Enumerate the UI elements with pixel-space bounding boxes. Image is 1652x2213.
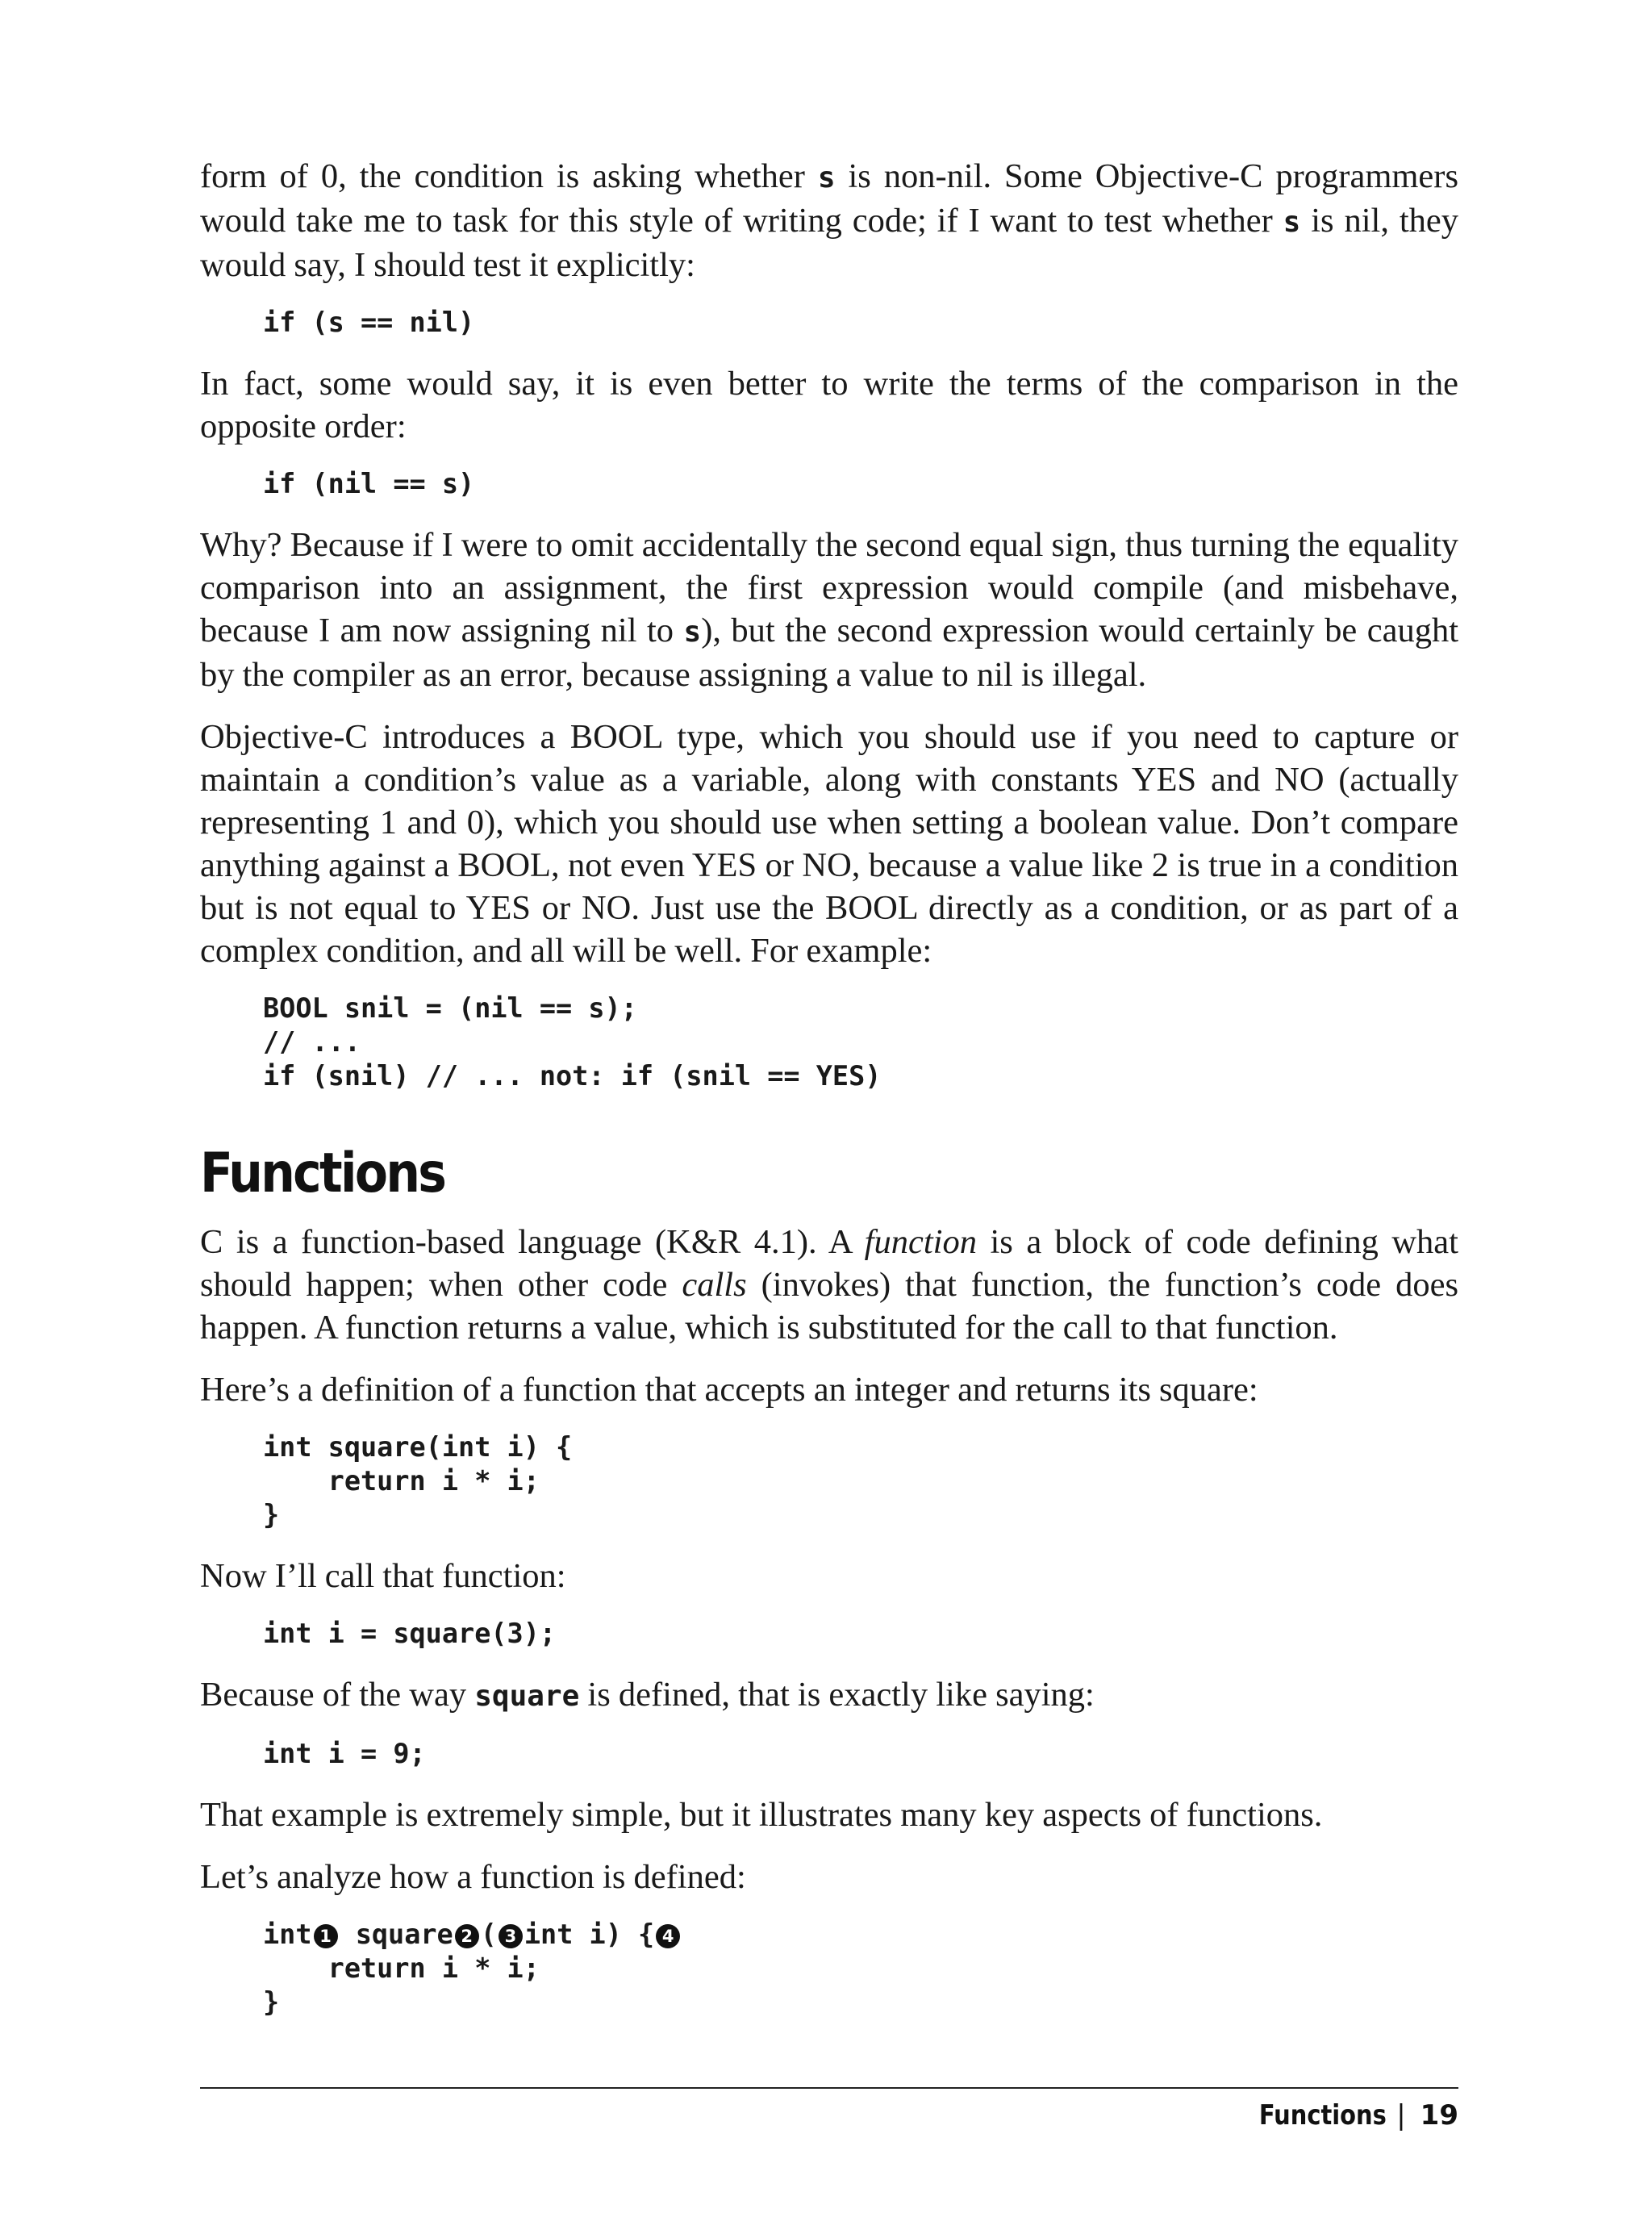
- code-block-nil-test: if (s == nil): [263, 307, 475, 338]
- code-block-annotated-definition: int 1 square 2 ( 3 int i) { 4 return i * i; }: [263, 1918, 1458, 2019]
- code-block-square-call: int i = square(3);: [263, 1618, 557, 1649]
- paragraph-9: That example is extremely simple, but it illustrates many key aspects of functions.: [200, 1796, 1323, 1834]
- footer-section-title: Functions: [1259, 2099, 1387, 2132]
- code-block-square-definition: int square(int i) { return i * i; }: [263, 1431, 573, 1530]
- callout-2: 2: [455, 1924, 479, 1948]
- inline-code-square: square: [474, 1680, 580, 1713]
- footer-divider: [200, 2087, 1458, 2089]
- callout-4: 4: [656, 1924, 680, 1948]
- paragraph-3: Why? Because if I were to omit accidentally the second equal sign, thus turning the equality comparison into an assignment, the first expression would compile (and misbehave, because I am now assigning nil to s), but the second expression would certainly be caught by the compiler as an error, because assigning a value to nil is illegal.: [200, 526, 1459, 694]
- page-content: [200, 155, 1458, 2042]
- page-footer: [1237, 2098, 1458, 2133]
- inline-code-s: s: [683, 616, 702, 649]
- footer-separator: |: [1396, 2099, 1406, 2132]
- inline-code-s: s: [1283, 206, 1301, 239]
- paragraph-5: C is a function-based language (K&R 4.1). A function is a block of code defining what should happen; when other code calls (invokes) that function, the function’s code does happen. A function returns a value, which is substituted for the call to that function.: [200, 1223, 1458, 1347]
- code-block-int-assignment: int i = 9;: [263, 1738, 426, 1769]
- term-function: function: [864, 1223, 977, 1261]
- callout-3: 3: [499, 1924, 523, 1948]
- paragraph-8: Because of the way square is defined, that is exactly like saying:: [200, 1676, 1095, 1714]
- term-calls: calls: [682, 1266, 747, 1304]
- paragraph-4: Objective-C introduces a BOOL type, which you should use if you need to capture or maintain a condition’s value as a variable, along with constants YES and NO (actually representing 1 and 0), which you should use when setting a boolean value. Don’t compare anything against a BOOL, not even YES or NO, because a value like 2 is true in a condition but is not equal to YES or NO. Just use the BOOL directly as a condition, or as part of a complex condition, and all will be well. For example:: [200, 718, 1458, 970]
- section-heading-functions: Functions: [200, 1142, 445, 1205]
- inline-code-s: s: [817, 161, 836, 194]
- page-number: 19: [1420, 2099, 1458, 2132]
- paragraph-2: In fact, some would say, it is even better to write the terms of the comparison in the opposite order:: [200, 365, 1458, 445]
- code-block-bool-example: BOOL snil = (nil == s); // ... if (snil) // ... not: if (snil == YES): [263, 992, 882, 1092]
- paragraph-6: Here’s a definition of a function that accepts an integer and returns its square:: [200, 1371, 1258, 1409]
- paragraph-1: form of 0, the condition is asking whether s is non-nil. Some Objective-C programmers would take me to task for this style of writing code; if I want to test whether s is nil, they would say, I should test it explicitly:: [200, 157, 1459, 284]
- code-block-reversed-test: if (nil == s): [263, 468, 475, 499]
- callout-1: 1: [314, 1924, 338, 1948]
- paragraph-7: Now I’ll call that function:: [200, 1557, 566, 1595]
- paragraph-10: Let’s analyze how a function is defined:: [200, 1858, 746, 1896]
